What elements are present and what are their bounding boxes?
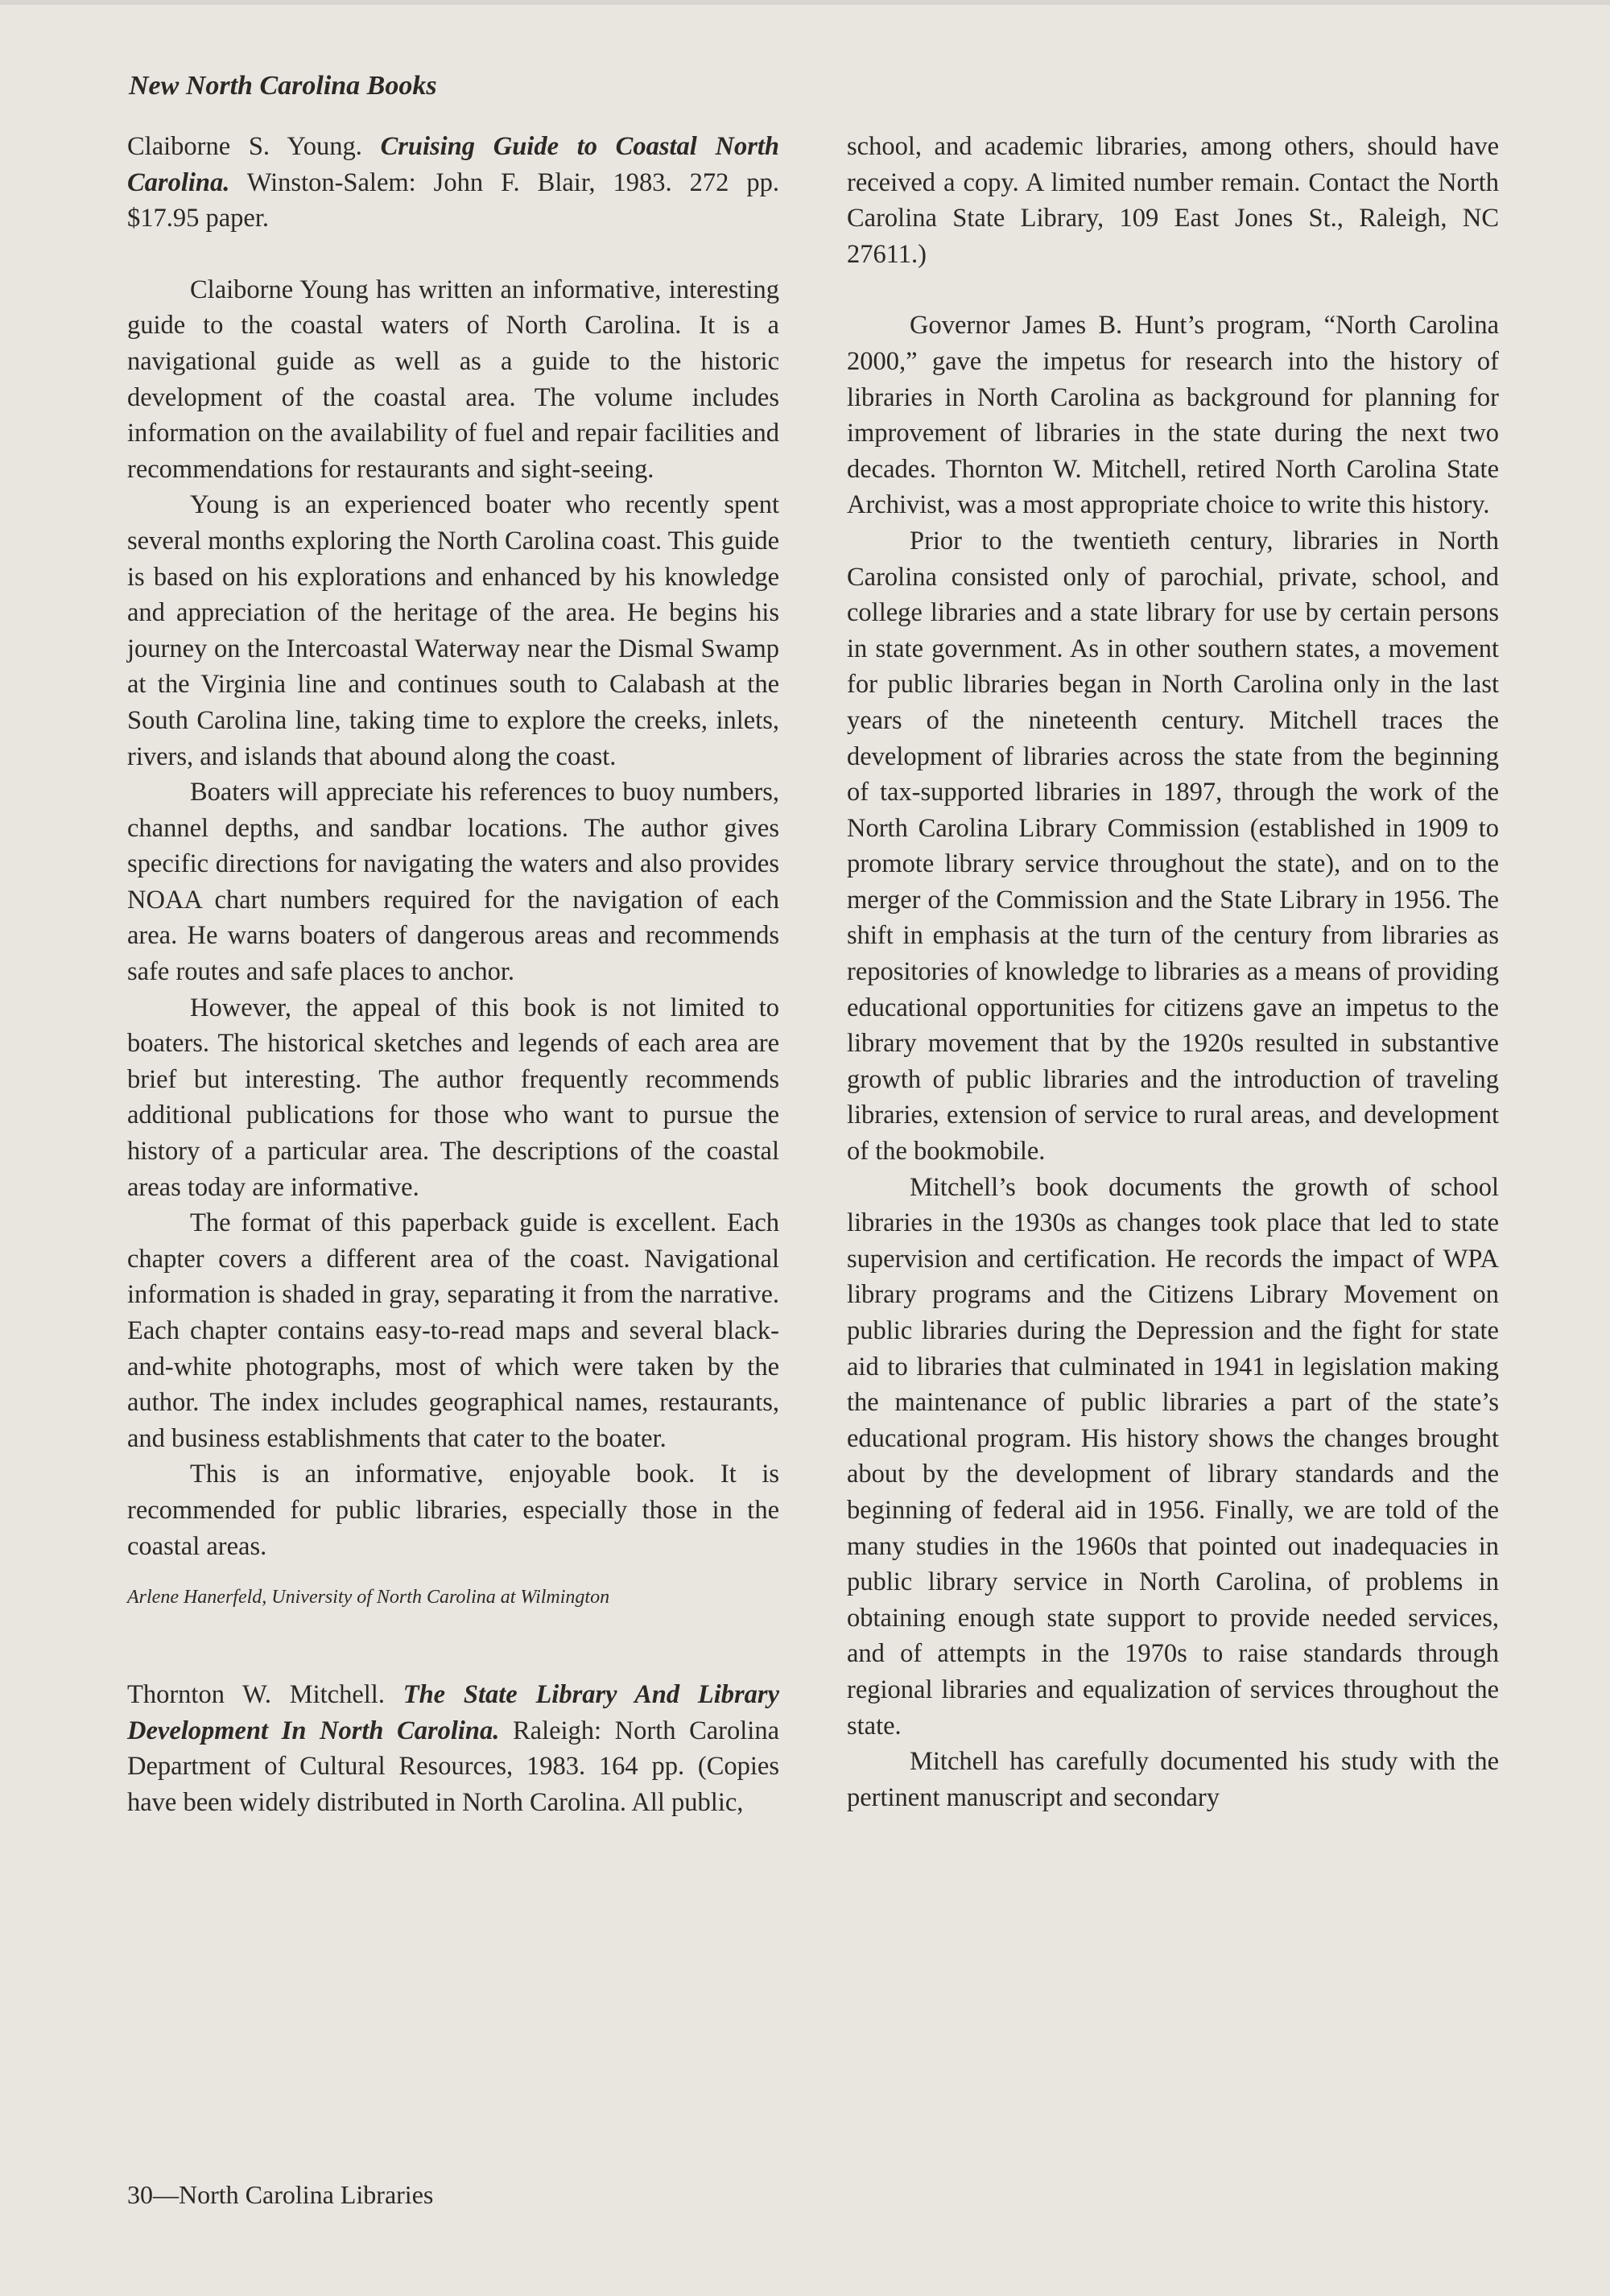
citation-author: Thornton W. Mitchell. (127, 1680, 385, 1710)
citation-title: The State Library And Library Development In North Carolina. (127, 1680, 779, 1745)
page-footer: 30—North Carolina Libraries (127, 2180, 434, 2209)
review2-paragraph: Prior to the twentieth century, libraries in North Carolina consisted only of parochial, private, school, and college libraries and a state library for use by certain persons in state government. As in other southern states, a movement for public libraries began in North Carolina only in the last years of the nineteenth century. Mitchell traces the development of libraries across the state from the beginning of tax-supported libraries in 1897, through the work of the North Carolina Library Commission (established in 1909 to promote library service throughout the state), and on to the merger of the Commission and the State Library in 1956. The shift in emphasis at the turn of the century from libraries as repositories of knowledge to libraries as a means of providing educational opportunities for citizens gave an impetus to the library movement that by the 1920s resulted in substantive growth of public libraries and the introduction of traveling libraries, extension of service to rural areas, and development of the bookmobile. (847, 526, 1499, 1167)
review1-paragraph: The format of this paperback guide is excellent. Each chapter covers a different area of the coast. Navigational information is shaded in gray, separating it from the narrative. Each chapter contains easy-to-read maps and several black-and-white photographs, most of which were taken by the author. The index includes geographical names, restaurants, and business establishments that cater to the boater. (127, 1208, 779, 1453)
page-edge (0, 0, 1610, 5)
review1-paragraph: This is an informative, enjoyable book. It is recommended for public libraries, especially those in the coastal areas. (127, 1460, 779, 1561)
reviewer-attribution: Arlene Hanerfeld, University of North Carolina at Wilmington (127, 1587, 610, 1608)
citation-publication: Winston-Salem: John F. Blair, 1983. 272 pp. $17.95 paper. (127, 167, 779, 233)
review1-paragraph: However, the appeal of this book is not limited to boaters. The historical sketches and legends of each area are brief but interesting. The author frequently recommends additional publications for those who want to pursue the history of a particular area. The descriptions of the coastal areas today are informative. (127, 993, 779, 1202)
review1-paragraph: Boaters will appreciate his references to buoy numbers, channel depths, and sandbar locations. The author gives specific directions for navigating the waters and also provides NOAA chart numbers required for the navigation of each area. He warns boaters of dangerous areas and recommends safe routes and safe places to anchor. (127, 778, 779, 987)
right-column (847, 129, 1499, 1815)
citation-continued: school, and academic libraries, among others, should have received a copy. A limited number remain. Contact the North Carolina State Library, 109 East Jones St., Raleigh, NC 27611.) (847, 132, 1499, 269)
review2-paragraph: Mitchell’s book documents the growth of school libraries in the 1930s as changes took place that led to state supervision and certification. He records the impact of WPA library programs and the Citizens Library Movement on public libraries during the Depression and the fight for state aid to libraries that culminated in 1941 in legislation making the maintenance of public libraries a part of the state’s educational program. His history shows the changes brought about by the development of library standards and the beginning of federal aid in 1956. Finally, we are told of the many studies in the 1960s that pointed out inadequacies in public library service in North Carolina, of problems in obtaining enough state support to provide needed services, and of attempts in the 1970s to raise standards through regional libraries and equalization of services throughout the state. (847, 1172, 1499, 1741)
review2-paragraph: Mitchell has carefully documented his study with the pertinent manuscript and secondary (847, 1747, 1499, 1812)
review1-paragraph: Young is an experienced boater who recently spent several months exploring the North Carolina coast. This guide is based on his explorations and enhanced by his knowledge and appreciation of the heritage of the area. He begins his journey on the Intercoastal Waterway near the Dismal Swamp at the Virginia line and continues south to Calabash at the South Carolina line, taking time to explore the creeks, inlets, rivers, and islands that abound along the coast. (127, 490, 779, 771)
citation-title: Cruising Guide to Coastal North Carolina. (127, 132, 779, 197)
review1-paragraph: Claiborne Young has written an informative, interesting guide to the coastal waters of North Carolina. It is a navigational guide as well as a guide to the historic development of the coastal area. The volume includes information on the availability of fuel and repair facilities and recommendations for restaurants and sight-seeing. (127, 275, 779, 484)
citation-author: Claiborne S. Young. (127, 132, 362, 161)
review2-paragraph: Governor James B. Hunt’s program, “North Carolina 2000,” gave the impetus for research into the history of libraries in North Carolina as background for planning for improvement of libraries in the state during the next two decades. Thornton W. Mitchell, retired North Carolina State Archivist, was a most appropriate choice to write this history. (847, 311, 1499, 520)
running-head: New North Carolina Books (129, 71, 437, 101)
citation-publication: Raleigh: North Carolina Department of Cultural Resources, 1983. 164 pp. (Copies have been widely distributed in North Carolina. All public, (127, 1716, 779, 1817)
review1-citation (127, 129, 779, 237)
review2-citation (127, 1677, 779, 1820)
left-column (127, 129, 779, 1821)
